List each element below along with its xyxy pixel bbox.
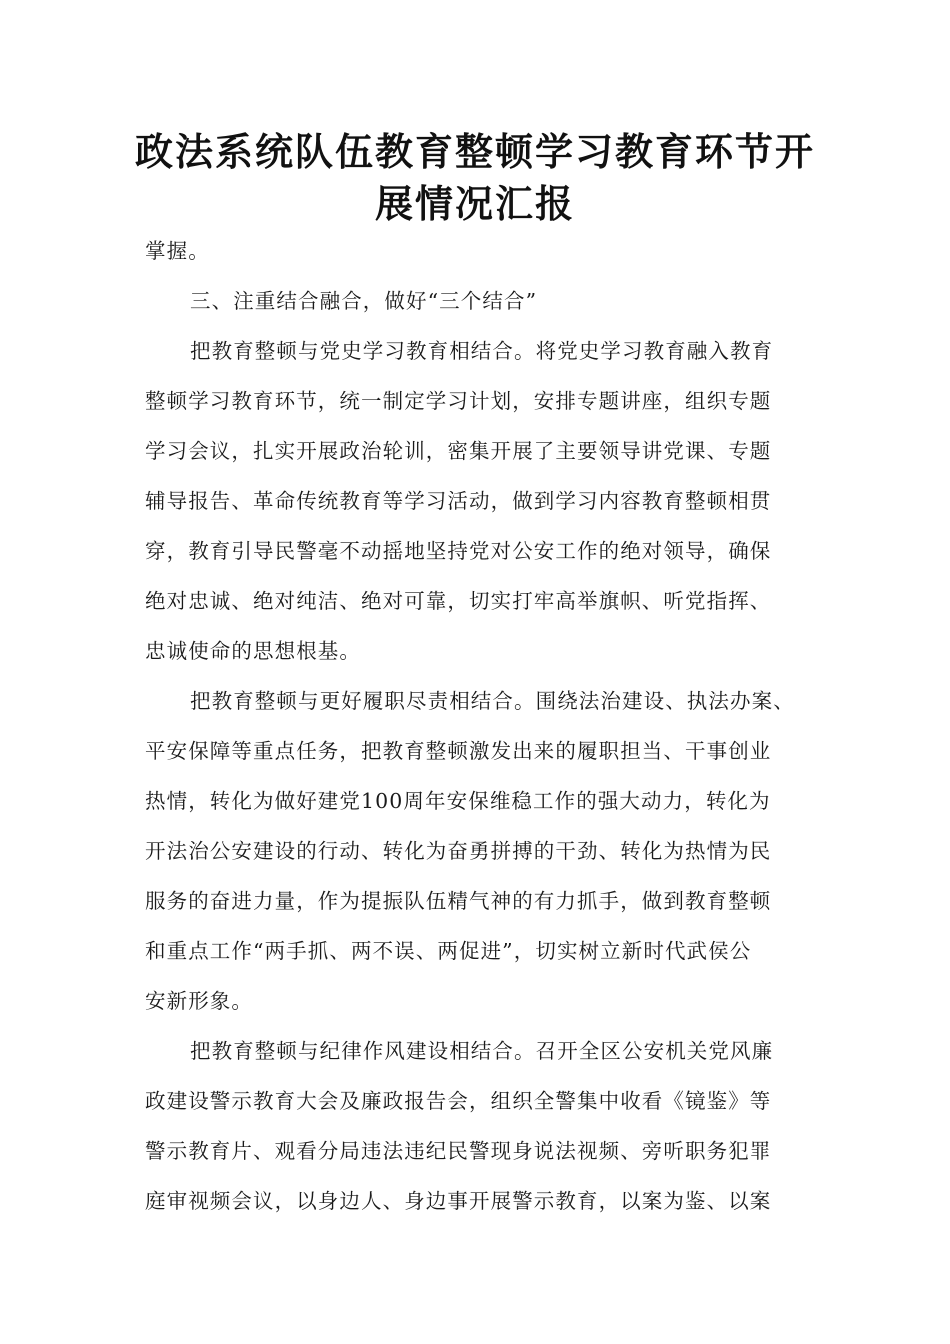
body-text-line: 把教育整顿与更好履职尽责相结合。围绕法治建设、执法办案、: [190, 689, 795, 713]
document-title: [120, 126, 830, 230]
body-text-line: 警示教育片、观看分局违法违纪民警现身说法视频、旁听职务犯罪: [145, 1139, 772, 1163]
body-text-line: 把教育整顿与纪律作风建设相结合。召开全区公安机关党风廉: [190, 1039, 774, 1063]
body-text-line: 忠诚使命的思想根基。: [145, 639, 361, 663]
body-text-line: 三、注重结合融合，做好“三个结合”: [190, 289, 538, 313]
body-text-line: 开法治公安建设的行动、转化为奋勇拼搏的干劲、转化为热情为民: [145, 839, 772, 863]
body-text-line: 和重点工作“两手抓、两不误、两促进”，切实树立新时代武侯公: [145, 939, 752, 963]
body-text-line: 整顿学习教育环节，统一制定学习计划，安排专题讲座，组织专题: [145, 389, 772, 413]
body-text-line: 穿，教育引导民警毫不动摇地坚持党对公安工作的绝对领导，确保: [145, 539, 772, 563]
body-text-line: 学习会议，扎实开展政治轮训，密集开展了主要领导讲党课、专题: [145, 439, 772, 463]
body-text-line: 绝对忠诚、绝对纯洁、绝对可靠，切实打牢高举旗帜、听党指挥、: [145, 589, 772, 613]
document-body: [145, 232, 805, 1232]
title-line-1: 政法系统队伍教育整顿学习教育环节开: [134, 130, 815, 174]
body-text-line: 庭审视频会议，以身边人、身边事开展警示教育，以案为鉴、以案: [145, 1189, 772, 1213]
title-line-2: 展情况汇报: [374, 182, 575, 226]
body-text-line: 政建设警示教育大会及廉政报告会，组织全警集中收看《镜鉴》等: [145, 1089, 772, 1113]
body-text-line: 把教育整顿与党史学习教育相结合。将党史学习教育融入教育: [190, 339, 774, 363]
body-text-line: 热情，转化为做好建党100周年安保维稳工作的强大动力，转化为: [145, 789, 771, 813]
body-text-line: 平安保障等重点任务，把教育整顿激发出来的履职担当、干事创业: [145, 739, 772, 763]
body-text-line: 辅导报告、革命传统教育等学习活动，做到学习内容教育整顿相贯: [145, 489, 772, 513]
body-text-line: 掌握。: [145, 239, 210, 263]
body-text-line: 服务的奋进力量，作为提振队伍精气神的有力抓手，做到教育整顿: [145, 889, 772, 913]
body-text-line: 安新形象。: [145, 989, 253, 1013]
